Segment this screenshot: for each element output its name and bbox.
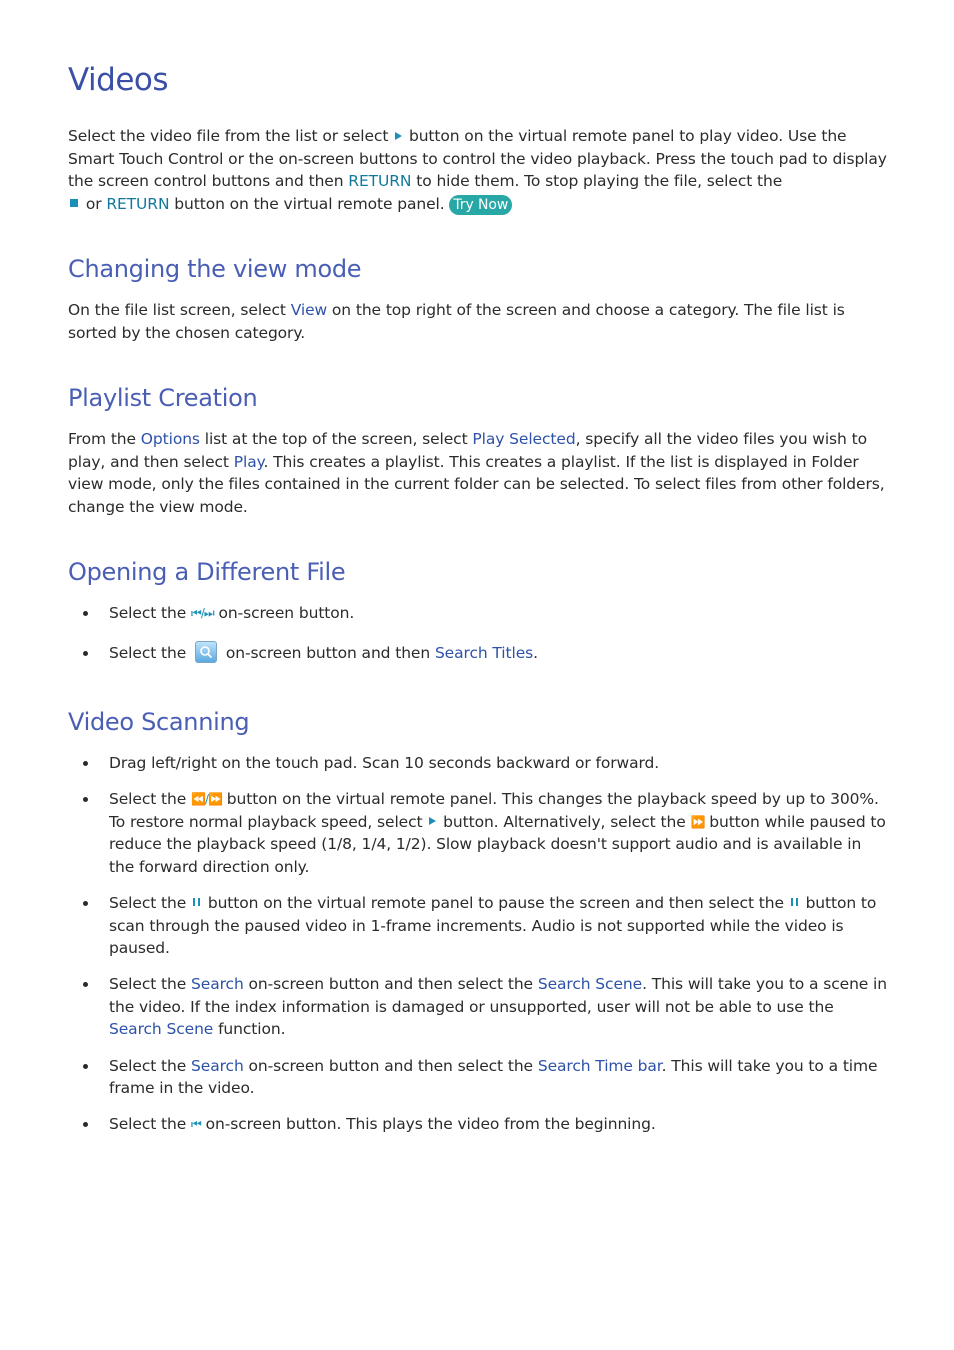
bullet-text: button on the virtual remote panel to pause the screen and then select the xyxy=(207,893,784,912)
list-item xyxy=(68,642,890,665)
bullet-dot xyxy=(83,761,88,766)
page-title: Videos xyxy=(68,62,169,98)
bullet-text: Select the xyxy=(109,893,187,912)
intro-text: button on the virtual remote panel. xyxy=(174,194,445,213)
search-button-icon xyxy=(195,641,217,663)
list-item xyxy=(68,752,890,775)
scanning-bullets xyxy=(68,752,890,1149)
bullet-text: on-screen button and then select the xyxy=(248,975,533,994)
bullet-text: on-screen button and then xyxy=(225,643,431,662)
heading-video-scanning: Video Scanning xyxy=(68,708,250,736)
bullet-text: Select the xyxy=(109,975,187,994)
heading-playlist: Playlist Creation xyxy=(68,384,258,412)
search-scene-keyword: Search Scene xyxy=(109,1020,214,1039)
play-selected-keyword: Play Selected xyxy=(472,430,576,448)
bullet-text: . This will take you to a scene in the video. If the index information is damaged or unsupported, user will not be able to use the xyxy=(109,975,887,1016)
play-icon xyxy=(395,132,402,140)
list-item xyxy=(68,1113,890,1136)
bullet-text: button. Alternatively, select the xyxy=(443,812,686,831)
bullet-text: Drag left/right on the touch pad. Scan 10 seconds backward or forward. xyxy=(109,754,660,772)
intro-text: to hide them. To stop playing the file, select the xyxy=(416,172,783,191)
bullet-text: button while paused to reduce the playback speed (1/8, 1/4, 1/2). Slow playback doesn't support audio and is available in the forward direction only. xyxy=(109,812,886,876)
bullet-dot xyxy=(83,651,88,656)
intro-text: button on the virtual remote panel to play video. Use the Smart Touch Control or the on-screen buttons to control the video playback. Press the touch pad to display the screen control buttons and then xyxy=(68,127,887,191)
bullet-text: button to scan through the paused video in 1-frame increments. Audio is not supported while the video is paused. xyxy=(109,893,877,958)
try-now-button[interactable]: Try Now xyxy=(449,195,512,215)
bullet-text: button on the virtual remote panel. This changes the playback speed by up to 300%. To restore normal playback speed, select xyxy=(109,790,879,831)
bullet-dot xyxy=(83,1122,88,1127)
play-keyword: Play xyxy=(233,452,264,471)
intro-text: or xyxy=(85,194,102,213)
heading-view-mode: Changing the view mode xyxy=(68,255,362,283)
bullet-dot xyxy=(83,901,88,906)
bullet-text: Select the xyxy=(109,1056,187,1075)
list-item xyxy=(68,973,890,1041)
options-keyword: Options xyxy=(140,430,200,448)
bullet-text: Select the xyxy=(109,604,187,622)
playlist-text: . This creates a playlist. This creates a playlist. If the list is displayed in Folder view mode, only the files contained in the current folder can be selected. To select files from other folders, change the view mode. xyxy=(68,452,885,516)
pause-icon xyxy=(193,898,200,906)
view-keyword: View xyxy=(290,301,328,319)
intro-paragraph xyxy=(68,125,890,215)
list-item xyxy=(68,892,890,960)
bullet-dot xyxy=(83,982,88,987)
playlist-paragraph xyxy=(68,428,890,518)
rewind-forward-icon: ⏪/⏩ xyxy=(191,792,222,807)
view-mode-text: on the top right of the screen and choose a category. The file list is sorted by the chosen category. xyxy=(68,301,845,342)
bullet-dot xyxy=(83,1064,88,1069)
playlist-text: list at the top of the screen, select xyxy=(204,430,468,448)
bullet-text: . xyxy=(533,643,538,662)
search-titles-keyword: Search Titles xyxy=(434,643,534,662)
bullet-text: Select the xyxy=(109,790,187,809)
search-keyword: Search xyxy=(191,1056,244,1075)
bullet-text: function. xyxy=(218,1020,286,1039)
bullet-text: Select the xyxy=(109,643,187,662)
search-keyword: Search xyxy=(191,975,244,994)
intro-text: Select the video file from the list or select xyxy=(68,127,389,145)
bullet-dot xyxy=(83,611,88,616)
pause-icon xyxy=(791,898,798,906)
bullet-text: on-screen button. This plays the video from the beginning. xyxy=(205,1115,656,1134)
search-time-bar-keyword: Search Time bar xyxy=(537,1056,662,1075)
list-item xyxy=(68,1055,890,1100)
view-mode-paragraph xyxy=(68,299,890,344)
return-keyword: RETURN xyxy=(348,172,412,191)
list-item xyxy=(68,788,890,878)
stop-icon xyxy=(70,199,78,207)
view-mode-text: On the file list screen, select xyxy=(68,301,286,319)
bullet-text: Select the xyxy=(109,1115,187,1134)
bullet-text: . This will take you to a time frame in the video. xyxy=(109,1056,878,1098)
playlist-text: From the xyxy=(68,430,136,448)
playlist-text: , specify all the video files you wish to play, and then select xyxy=(68,430,867,471)
opening-bullets xyxy=(68,602,890,678)
heading-opening-file: Opening a Different File xyxy=(68,558,346,586)
list-item xyxy=(68,602,890,625)
play-icon xyxy=(429,817,436,825)
bullet-dot xyxy=(83,797,88,802)
skip-previous-icon: ⏮ xyxy=(191,1117,201,1132)
skip-prev-next-icon: ⏮/⏭ xyxy=(191,606,214,620)
fast-forward-icon: ⏩ xyxy=(690,814,705,829)
bullet-text: on-screen button and then select the xyxy=(248,1056,533,1075)
return-keyword: RETURN xyxy=(106,194,170,213)
search-scene-keyword: Search Scene xyxy=(537,975,643,994)
bullet-text: on-screen button. xyxy=(218,604,355,622)
